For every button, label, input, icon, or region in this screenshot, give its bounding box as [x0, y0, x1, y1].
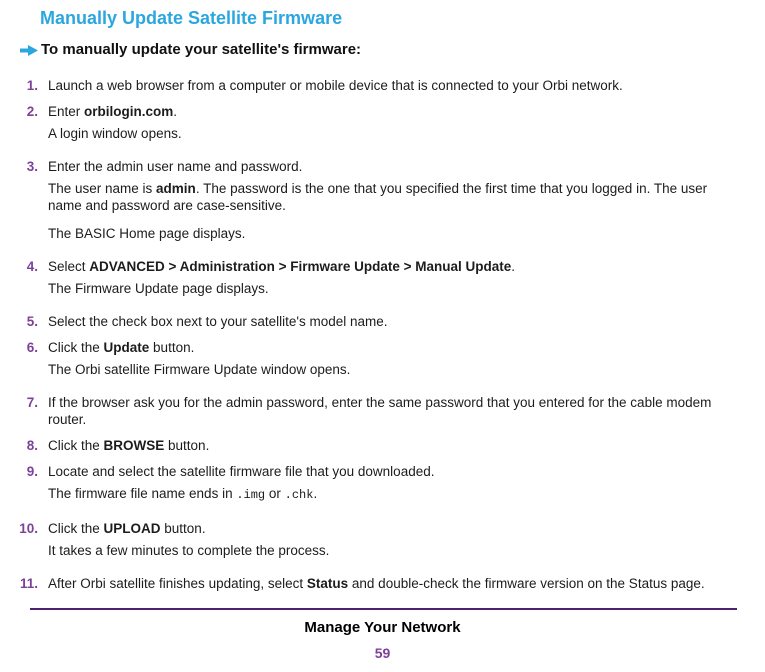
step-item-5	[0, 313, 713, 330]
step-number: 6.	[26, 340, 38, 355]
bold-text-run: BROWSE	[103, 438, 165, 453]
text-run: It takes a few minutes to complete the process.	[48, 543, 330, 558]
text-run: Locate and select the satellite firmware file that you downloaded.	[48, 464, 435, 479]
text-run: button.	[160, 521, 206, 536]
step-body	[48, 158, 713, 249]
text-run: Launch a web browser from a computer or mobile device that is connected to your Orbi network.	[48, 78, 623, 93]
step-item-3	[0, 158, 713, 249]
footer-section-title: Manage Your Network	[304, 619, 461, 636]
step-result-text	[48, 180, 713, 214]
mono-text-run: .img	[236, 488, 266, 502]
step-item-8	[0, 437, 713, 454]
bold-text-run: Status	[306, 576, 349, 591]
text-run: .	[511, 259, 515, 274]
right-arrow-icon	[20, 44, 39, 57]
step-result-text	[48, 225, 713, 242]
text-run: button.	[149, 340, 195, 355]
page-title: Manually Update Satellite Firmware	[40, 8, 343, 28]
bold-text-run: Update	[103, 340, 150, 355]
step-body	[48, 437, 713, 454]
step-instruction	[48, 77, 713, 94]
bold-text-run: UPLOAD	[103, 521, 161, 536]
step-instruction	[48, 394, 713, 428]
step-instruction	[48, 575, 713, 592]
step-result-text	[48, 542, 713, 559]
step-number: 1.	[26, 78, 38, 93]
text-run: .	[173, 104, 178, 119]
text-run: The Orbi satellite Firmware Update window opens.	[48, 362, 351, 377]
step-body	[48, 258, 713, 304]
text-run: Enter	[48, 104, 85, 119]
step-body	[48, 394, 713, 428]
footer-divider	[30, 608, 737, 610]
footer-page-number: 59	[374, 645, 391, 661]
text-run: Click the	[48, 340, 104, 355]
step-body	[48, 339, 713, 385]
step-instruction	[48, 103, 713, 120]
text-run: Click the	[48, 438, 104, 453]
step-body	[48, 463, 713, 511]
text-run: or	[265, 486, 285, 501]
step-item-11	[0, 575, 713, 592]
procedure-heading	[20, 41, 765, 59]
text-run: Select	[48, 259, 90, 274]
step-instruction	[48, 258, 713, 275]
step-result-text	[48, 361, 713, 378]
text-run: Click the	[48, 521, 104, 536]
text-run: A login window opens.	[48, 126, 182, 141]
text-run: and double-check the firmware version on the Status page.	[348, 576, 705, 591]
page-footer	[0, 608, 765, 661]
step-number: 10.	[19, 521, 38, 536]
step-item-2	[0, 103, 713, 149]
text-run: If the browser ask you for the admin password, enter the same password that you entered for the cable modem router.	[48, 395, 712, 427]
step-instruction	[48, 313, 713, 330]
step-body	[48, 520, 713, 566]
step-number: 11.	[19, 576, 38, 591]
step-result-text	[48, 280, 713, 297]
step-result-text	[48, 485, 713, 504]
step-body	[48, 575, 713, 592]
text-run: The BASIC Home page displays.	[48, 226, 246, 241]
step-number: 4.	[26, 259, 38, 274]
text-run: The Firmware Update page displays.	[48, 281, 269, 296]
step-item-1	[0, 77, 713, 94]
bold-text-run: admin	[156, 181, 196, 196]
step-instruction	[48, 339, 713, 356]
step-number: 3.	[26, 159, 38, 174]
steps-list	[0, 77, 765, 592]
step-number: 5.	[26, 314, 38, 329]
step-item-10	[0, 520, 713, 566]
text-run: Enter the admin user name and password.	[48, 159, 303, 174]
mono-text-run: .chk	[284, 488, 314, 502]
bold-text-run: ADVANCED > Administration > Firmware Update > Manual Update	[89, 259, 512, 274]
step-number: 2.	[26, 104, 38, 119]
step-item-9	[0, 463, 713, 511]
text-run: The firmware file name ends in	[48, 486, 237, 501]
bold-text-run: orbilogin.com	[84, 104, 174, 119]
step-number: 9.	[26, 464, 38, 479]
step-instruction	[48, 437, 713, 454]
step-instruction	[48, 158, 713, 175]
step-item-4	[0, 258, 713, 304]
step-number: 7.	[26, 395, 38, 410]
step-number: 8.	[26, 438, 38, 453]
procedure-heading-label: To manually update your satellite's firmware:	[41, 41, 362, 58]
text-run: .	[313, 486, 318, 501]
step-result-text	[48, 125, 713, 142]
step-body	[48, 77, 713, 94]
step-instruction	[48, 463, 713, 480]
text-run: . The password is the one that you specified the first time that you logged in. The user name and password are case-sensitive.	[48, 181, 708, 213]
text-run: button.	[164, 438, 210, 453]
step-instruction	[48, 520, 713, 537]
step-body	[48, 103, 713, 149]
text-run: After Orbi satellite finishes updating, select	[48, 576, 307, 591]
step-item-6	[0, 339, 713, 385]
text-run: Select the check box next to your satellite's model name.	[48, 314, 388, 329]
step-item-7	[0, 394, 713, 428]
step-body	[48, 313, 713, 330]
text-run: The user name is	[48, 181, 157, 196]
